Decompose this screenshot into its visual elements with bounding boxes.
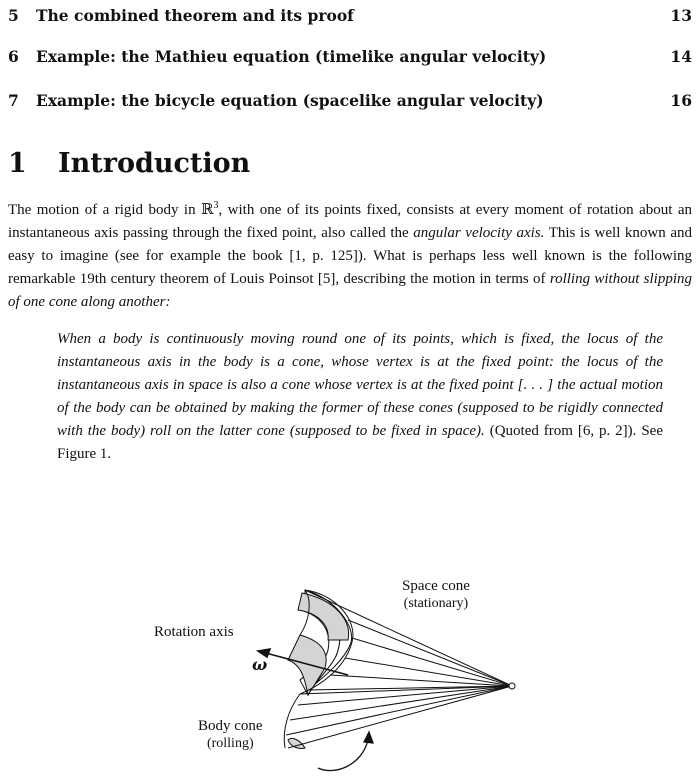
superscript: 3 <box>213 200 219 211</box>
space-cone <box>288 590 512 695</box>
label-space-cone <box>402 578 470 612</box>
quote-italic-text: When a body is continuously moving round one of its points, which is fixed, the locus of the instantaneous axis in the body is a cone, whose vertex is at the fixed point: the locus of the instantaneous axis in space is also a cone whose vertex is at the fixed point [. . . ] the actual motion of the body can be obtained by making the former of these cones (supposed to be rigidly connected with the body) roll on the latter cone (supposed to be fixed in space). <box>57 331 663 439</box>
label-rotation-axis: Rotation axis <box>154 624 234 640</box>
label-body-cone <box>198 718 263 752</box>
toc-title: Example: the bicycle equation (spacelike angular velocity) <box>36 91 544 110</box>
toc-number: 6 <box>8 47 19 66</box>
fixed-point <box>509 683 515 689</box>
quote-citation: (Quoted from [6, p. 2]). See Figure 1. <box>57 423 663 462</box>
space-cone-sublabel: (stationary) <box>403 596 469 611</box>
body-cone-label: Body cone <box>198 718 263 734</box>
section-heading <box>8 148 250 180</box>
poinsot-quote <box>57 328 663 466</box>
body-cone <box>284 686 512 749</box>
paragraph-text: The motion of a rigid body in <box>8 202 202 218</box>
reals-symbol: ℝ <box>201 202 214 218</box>
toc-title: The combined theorem and its proof <box>36 6 354 25</box>
emphasis-rolling: rolling without slipping of one cone along another: <box>8 271 692 310</box>
paragraph-text: , with one of its points fixed, consists at every moment of rotation about an instantaneous axis passing through the fixed point, also called the <box>8 202 692 241</box>
toc-page-number: 14 <box>670 47 692 66</box>
omega-symbol: ω <box>252 655 268 674</box>
space-cone-label: Space cone <box>402 578 470 594</box>
toc-title: Example: the Mathieu equation (timelike angular velocity) <box>36 47 547 66</box>
intro-paragraph <box>8 199 692 314</box>
figure-cones <box>140 580 540 776</box>
emphasis-angular-velocity-axis: angular velocity axis. <box>413 225 545 241</box>
toc-number: 7 <box>8 91 19 110</box>
body-cone-sublabel: (rolling) <box>206 736 254 751</box>
paragraph-text: This is well known and easy to imagine (see for example the book [1, p. 125]). What is perhaps less well known is the following remarkable 19th century theorem of Louis Poinsot [5], describing the motion in terms of <box>8 225 692 287</box>
section-number: 1 <box>8 148 27 179</box>
toc-page-number: 13 <box>670 6 692 25</box>
toc-number: 5 <box>8 6 19 25</box>
section-title: Introduction <box>58 148 251 179</box>
toc-page-number: 16 <box>670 91 692 110</box>
